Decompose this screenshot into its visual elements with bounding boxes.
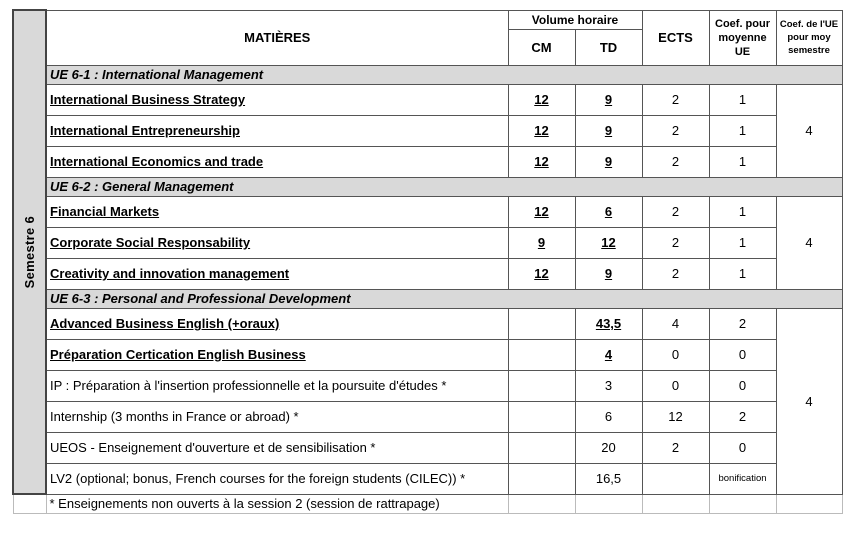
curriculum-table xyxy=(12,9,843,514)
subject-cm xyxy=(508,308,575,339)
header-coef-moyenne-ue: Coef. pour moyenne UE xyxy=(709,10,776,65)
subject-cm xyxy=(508,401,575,432)
footnote-empty-cell xyxy=(776,494,842,514)
subject-td: 43,5 xyxy=(575,308,642,339)
footnote-empty-cell xyxy=(709,494,776,514)
header-td: TD xyxy=(575,29,642,65)
subject-name: International Economics and trade xyxy=(46,146,508,177)
ue-group-title: UE 6-2 : General Management xyxy=(46,177,842,196)
subject-coef: 2 xyxy=(709,401,776,432)
subject-cm xyxy=(508,339,575,370)
subject-cm: 12 xyxy=(508,115,575,146)
subject-coef: 1 xyxy=(709,146,776,177)
subject-td: 4 xyxy=(575,339,642,370)
subject-cm: 12 xyxy=(508,258,575,289)
subject-td: 12 xyxy=(575,227,642,258)
subject-name: IP : Préparation à l'insertion professionnelle et la poursuite d'études * xyxy=(46,370,508,401)
subject-ects: 2 xyxy=(642,196,709,227)
subject-coef: 1 xyxy=(709,115,776,146)
subject-coef: 1 xyxy=(709,196,776,227)
subject-name: UEOS - Enseignement d'ouverture et de sensibilisation * xyxy=(46,432,508,463)
subject-ects: 2 xyxy=(642,258,709,289)
ue-coef-semestre: 4 xyxy=(776,84,842,177)
footnote: * Enseignements non ouverts à la session 2 (session de rattrapage) xyxy=(46,494,508,514)
subject-ects: 4 xyxy=(642,308,709,339)
subject-td: 3 xyxy=(575,370,642,401)
header-cm: CM xyxy=(508,29,575,65)
subject-name: Préparation Certication English Business xyxy=(46,339,508,370)
subject-name: LV2 (optional; bonus, French courses for the foreign students (CILEC)) * xyxy=(46,463,508,494)
subject-td: 20 xyxy=(575,432,642,463)
curriculum-table-container xyxy=(12,9,843,514)
footnote-empty-cell xyxy=(575,494,642,514)
subject-coef: 0 xyxy=(709,370,776,401)
subject-ects xyxy=(642,463,709,494)
footnote-empty-cell xyxy=(642,494,709,514)
subject-ects: 2 xyxy=(642,432,709,463)
header-ects: ECTS xyxy=(642,10,709,65)
header-volume-horaire: Volume horaire xyxy=(508,10,642,29)
header-matieres: MATIÈRES xyxy=(46,10,508,65)
header-coef-ue-semestre: Coef. de l'UE pour moy semestre xyxy=(776,10,842,65)
subject-ects: 0 xyxy=(642,370,709,401)
subject-td: 9 xyxy=(575,146,642,177)
footnote-spacer xyxy=(13,494,46,514)
subject-cm: 9 xyxy=(508,227,575,258)
semester-label-cell xyxy=(13,10,46,494)
subject-name: Creativity and innovation management xyxy=(46,258,508,289)
ue-coef-semestre: 4 xyxy=(776,308,842,494)
subject-td: 6 xyxy=(575,196,642,227)
subject-cm: 12 xyxy=(508,146,575,177)
subject-td: 6 xyxy=(575,401,642,432)
subject-ects: 0 xyxy=(642,339,709,370)
subject-coef: 1 xyxy=(709,84,776,115)
subject-cm xyxy=(508,463,575,494)
subject-ects: 12 xyxy=(642,401,709,432)
footnote-empty-cell xyxy=(508,494,575,514)
subject-ects: 2 xyxy=(642,227,709,258)
subject-name: International Entrepreneurship xyxy=(46,115,508,146)
ue-coef-semestre: 4 xyxy=(776,196,842,289)
subject-name: Financial Markets xyxy=(46,196,508,227)
subject-td: 9 xyxy=(575,115,642,146)
subject-name: Internship (3 months in France or abroad) * xyxy=(46,401,508,432)
subject-cm xyxy=(508,370,575,401)
subject-cm xyxy=(508,432,575,463)
subject-cm: 12 xyxy=(508,196,575,227)
subject-td: 16,5 xyxy=(575,463,642,494)
ue-group-title: UE 6-1 : International Management xyxy=(46,65,842,84)
subject-td: 9 xyxy=(575,84,642,115)
subject-coef: 1 xyxy=(709,227,776,258)
subject-name: Corporate Social Responsability xyxy=(46,227,508,258)
subject-coef: 0 xyxy=(709,432,776,463)
subject-coef: 2 xyxy=(709,308,776,339)
subject-ects: 2 xyxy=(642,84,709,115)
subject-name: Advanced Business English (+oraux) xyxy=(46,308,508,339)
subject-td: 9 xyxy=(575,258,642,289)
subject-ects: 2 xyxy=(642,115,709,146)
subject-cm: 12 xyxy=(508,84,575,115)
subject-coef: bonification xyxy=(709,463,776,494)
semester-label: Semestre 6 xyxy=(22,215,37,289)
subject-coef: 1 xyxy=(709,258,776,289)
subject-coef: 0 xyxy=(709,339,776,370)
subject-name: International Business Strategy xyxy=(46,84,508,115)
ue-group-title: UE 6-3 : Personal and Professional Development xyxy=(46,289,842,308)
subject-ects: 2 xyxy=(642,146,709,177)
